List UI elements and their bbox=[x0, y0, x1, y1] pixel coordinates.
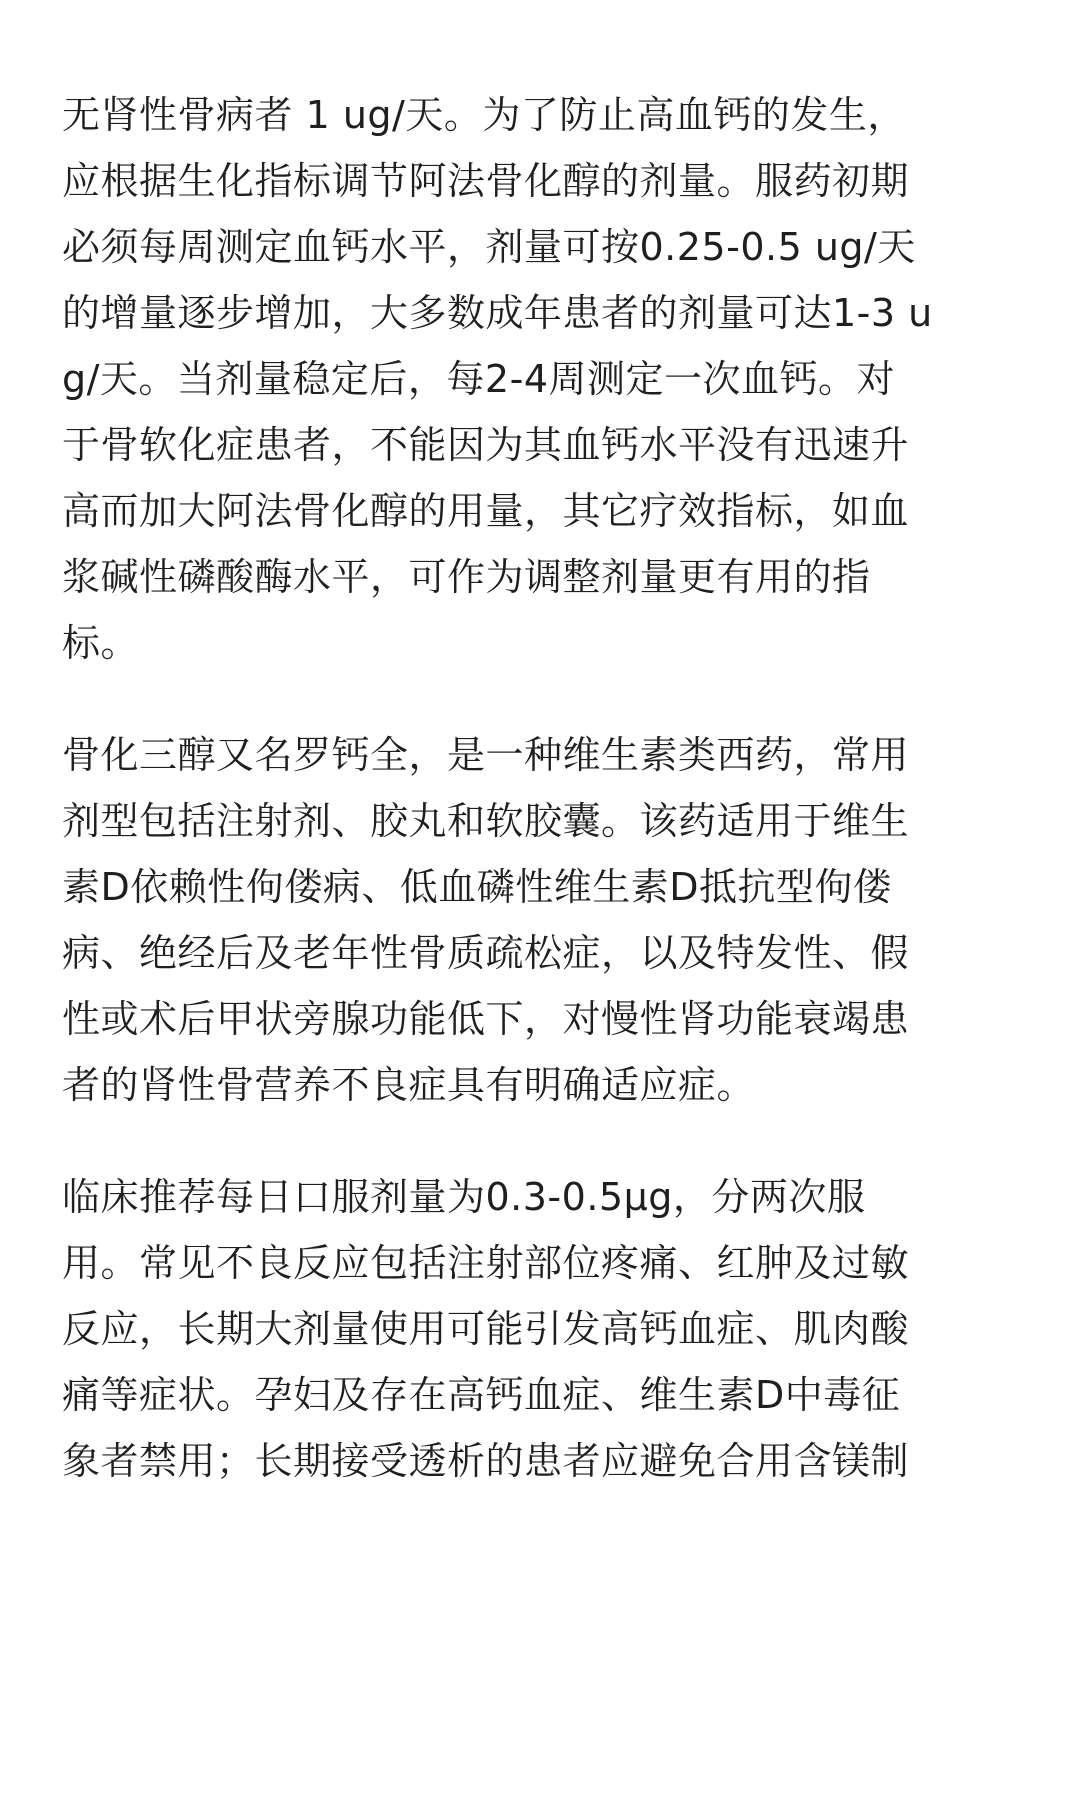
text-line: 浆碱性磷酸酶水平，可作为调整剂量更有用的指 bbox=[62, 555, 871, 599]
text-line: 反应，长期大剂量使用可能引发高钙血症、肌肉酸 bbox=[62, 1307, 910, 1351]
text-line: 必须每周测定血钙水平，剂量可按0.25-0.5 ug/天 bbox=[62, 225, 916, 269]
text-line: 骨化三醇又名罗钙全，是一种维生素类西药，常用 bbox=[62, 733, 910, 777]
text-line: 应根据生化指标调节阿法骨化醇的剂量。服药初期 bbox=[62, 159, 910, 203]
paragraph-calcitriol-intro bbox=[62, 722, 1022, 1118]
text-line: 无肾性骨病者 1 ug/天。为了防止高血钙的发生， bbox=[62, 93, 906, 137]
text-line: 性或术后甲状旁腺功能低下，对慢性肾功能衰竭患 bbox=[62, 997, 910, 1041]
text-line: 于骨软化症患者，不能因为其血钙水平没有迅速升 bbox=[62, 423, 910, 467]
text-line: 素D依赖性佝偻病、低血磷性维生素D抵抗型佝偻 bbox=[62, 865, 892, 909]
text-line: g/天。当剂量稳定后，每2-4周测定一次血钙。对 bbox=[62, 357, 895, 401]
text-line: 临床推荐每日口服剂量为0.3-0.5μg，分两次服 bbox=[62, 1175, 866, 1219]
text-line: 标。 bbox=[62, 621, 140, 665]
paragraph-calcitriol-dosage bbox=[62, 1164, 1022, 1494]
text-line: 象者禁用；长期接受透析的患者应避免合用含镁制 bbox=[62, 1439, 910, 1483]
article-body bbox=[62, 82, 1022, 1540]
text-line: 用。常见不良反应包括注射部位疼痛、红肿及过敏 bbox=[62, 1241, 910, 1285]
text-line: 者的肾性骨营养不良症具有明确适应症。 bbox=[62, 1063, 756, 1107]
text-line: 病、绝经后及老年性骨质疏松症，以及特发性、假 bbox=[62, 931, 910, 975]
text-line: 剂型包括注射剂、胶丸和软胶囊。该药适用于维生 bbox=[62, 799, 910, 843]
text-line: 高而加大阿法骨化醇的用量，其它疗效指标，如血 bbox=[62, 489, 910, 533]
paragraph-alfacalcidol-dosage bbox=[62, 82, 1022, 676]
text-line: 痛等症状。孕妇及存在高钙血症、维生素D中毒征 bbox=[62, 1373, 901, 1417]
text-line: 的增量逐步增加，大多数成年患者的剂量可达1-3 u bbox=[62, 291, 933, 335]
